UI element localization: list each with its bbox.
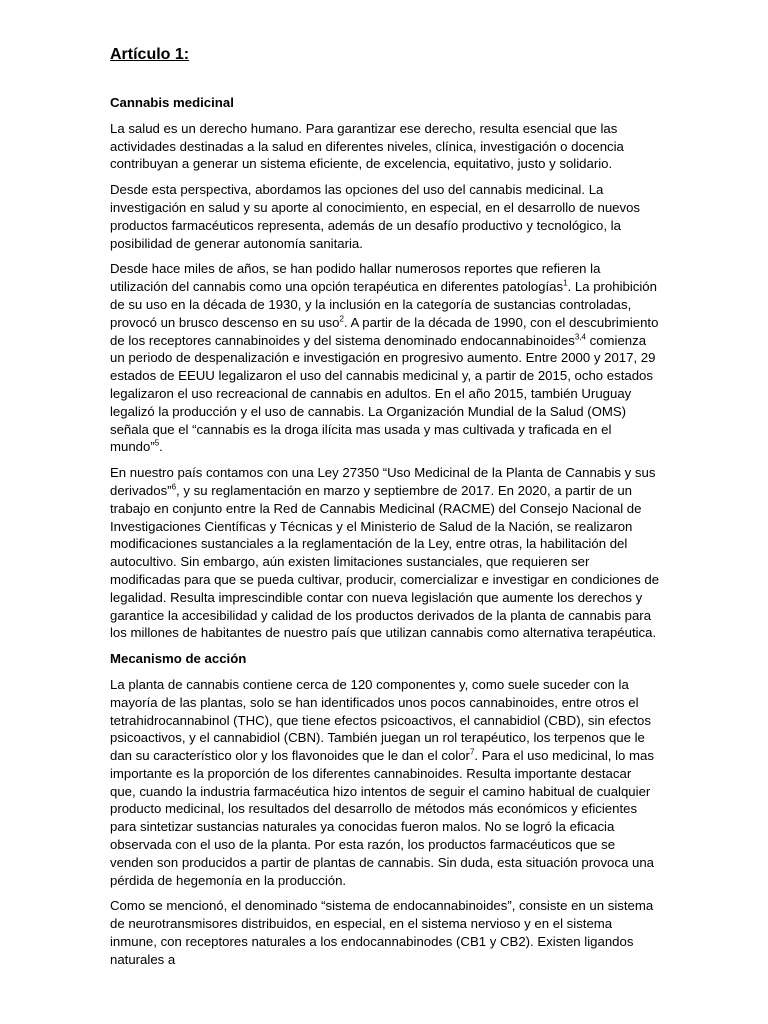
footnote-ref: 1 xyxy=(563,278,568,288)
text-span: . Para el uso medicinal, lo mas importante es la proporción de los diferentes cannabinoides. Resulta importante destacar que, cuando la industria farmacéutica hizo intentos de seguir el camino habitual de cualquier producto medicinal, los resultados del desarrollo de métodos más económicos y eficientes para sintetizar sustancias naturales ya conocidas fueron malos. No se logró la eficacia observada con el uso de la planta. Por esta razón, los productos farmacéuticos que se venden son producidos a partir de plantas de cannabis. Sin duda, esta situación provoca una pérdida de hegemonía en la producción. xyxy=(110,748,654,888)
paragraph-5 xyxy=(110,676,660,890)
text-span: En nuestro país contamos con una Ley 27350 “Uso Medicinal de la Planta de Cannabis y sus derivados” xyxy=(110,465,656,498)
footnote-ref: 2 xyxy=(339,314,344,324)
paragraph-6: Como se mencionó, el denominado “sistema de endocannabinoides”, consiste en un sistema de neurotransmisores distribuidos, en especial, en el sistema nervioso y en el sistema inmune, con receptores naturales a los endocannabinodes (CB1 y CB2). Existen ligandos naturales a xyxy=(110,898,654,967)
section-heading-cannabis-medicinal: Cannabis medicinal xyxy=(110,95,234,110)
text-span: Desde hace miles de años, se han podido hallar numerosos reportes que refieren la utilización del cannabis como una opción terapéutica en diferentes patologías xyxy=(110,261,601,295)
footnote-ref: 7 xyxy=(469,747,475,757)
footnote-ref: 6 xyxy=(171,482,177,492)
text-span: comienza un periodo de despenalización e investigación en progresivo aumento. Entre 2000 y 2017, 29 estados de EEUU legalizaron el uso del cannabis medicinal y, a partir de 2015, ocho estados legalizaron el uso recreacional de cannabis en adultos. En el año 2015, también Uruguay legalizó la producción y el uso de cannabis. La Organización Mundial de la Salud (OMS) señala que el “cannabis es la droga ilícita mas usada y mas cultivada y traficada en el mundo” xyxy=(110,332,656,455)
text-span: . xyxy=(159,439,163,455)
text-span: La planta de cannabis contiene cerca de 120 componentes y, como suele suceder con la mayoría de las plantas, solo se han identificados unos pocos cannabinoides, entre otros el tetrahidrocannabinol (THC), que tiene efectos psicoactivos, el cannabidiol (CBD), sin efectos psicoactivos, y el cannabidiol (CBN). También juegan un rol terapéutico, los terpenos que le dan su característico olor y los flavonoides que le dan el color xyxy=(110,676,651,764)
footnote-ref: 3,4 xyxy=(574,332,586,342)
document-page xyxy=(110,40,660,977)
paragraph-2: Desde esta perspectiva, abordamos las opciones del uso del cannabis medicinal. La investigación en salud y su aporte al conocimiento, en especial, en el desarrollo de nuevos productos farmacéuticos representa, además de un desafío productivo y tecnológico, la posibilidad de generar autonomía sanitaria. xyxy=(110,182,641,251)
paragraph-3 xyxy=(110,260,660,456)
text-span: , y su reglamentación en marzo y septiembre de 2017. En 2020, a partir de un trabajo en conjunto entre la Red de Cannabis Medicinal (RACME) del Consejo Nacional de Investigaciones Científicas y Técnicas y el Ministerio de Salud de la Nación, se realizaron modificaciones sustanciales a la reglamentación de la Ley, entre otras, la habilitación del autocultivo. Sin embargo, aún existen limitaciones sustanciales, que requieren ser modificadas para que se pueda cultivar, producir, comercializar e investigar en condiciones de legalidad. Resulta imprescindible contar con nueva legislación que aumente los derechos y garantice la accesibilidad y calidad de los productos derivados de la planta de cannabis para los millones de habitantes de nuestro país que utilizan cannabis como alternativa terapéutica. xyxy=(110,482,660,641)
paragraph-1: La salud es un derecho humano. Para garantizar ese derecho, resulta esencial que las actividades destinadas a la salud en diferentes niveles, clínica, investigación o docencia contribuyan a generar un sistema eficiente, de excelencia, equitativo, justo y solidario. xyxy=(110,120,624,172)
paragraph-4 xyxy=(110,464,660,642)
footnote-ref: 5 xyxy=(154,438,160,448)
section-heading-mecanismo-de-accion: Mecanismo de acción xyxy=(110,651,247,667)
text-span: . A partir de la década de 1990, con el descubrimiento de los receptores cannabinoides y del sistema denominado endocannabinoides xyxy=(110,314,659,348)
text-span: . La prohibición de su uso en la década de 1930, y la inclusión en la categoría de sustancias controladas, provocó un brusco descenso en su uso xyxy=(110,279,657,330)
article-title: Artículo 1: xyxy=(110,46,190,63)
